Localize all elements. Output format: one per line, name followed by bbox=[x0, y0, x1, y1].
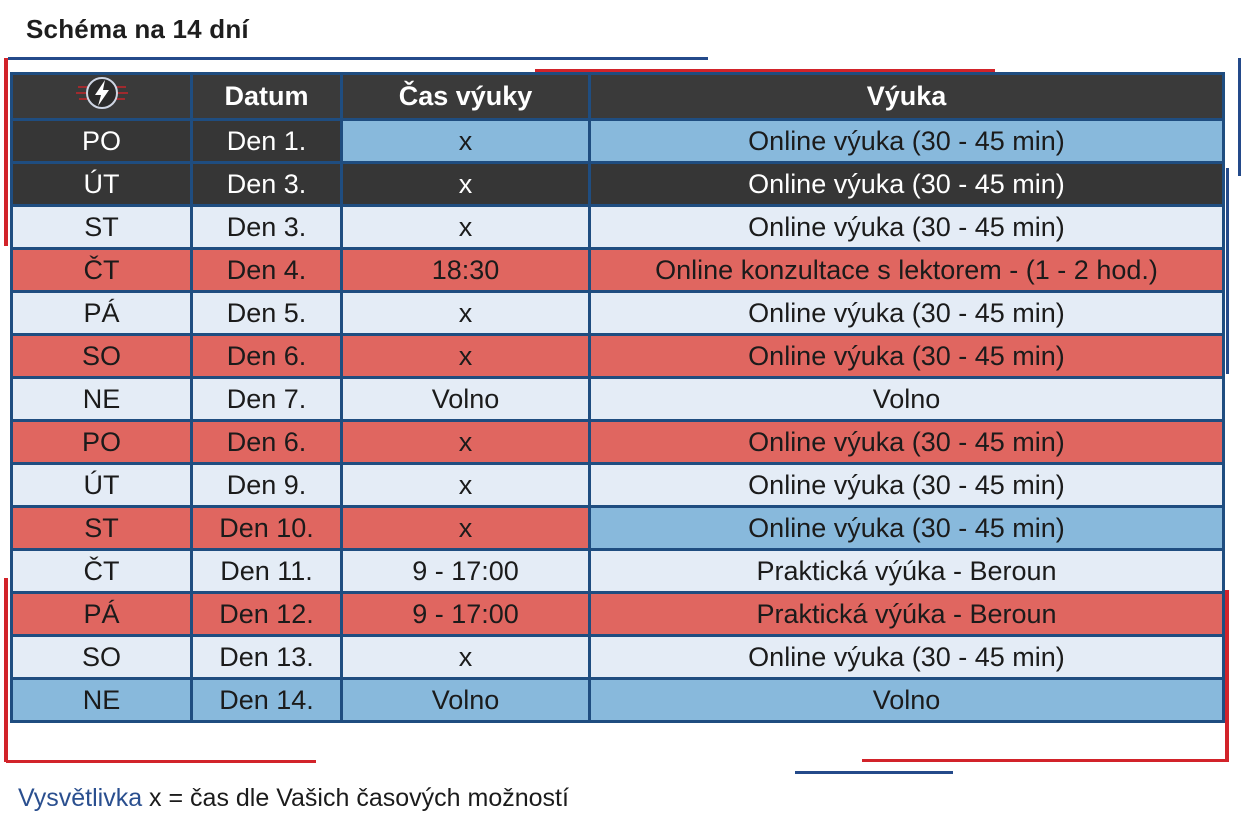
time-cell: 9 - 17:00 bbox=[342, 593, 590, 636]
table-row bbox=[12, 120, 1224, 163]
time-cell: x bbox=[342, 464, 590, 507]
table-row bbox=[12, 335, 1224, 378]
time-cell: x bbox=[342, 335, 590, 378]
lesson-cell: Praktická výúka - Beroun bbox=[590, 550, 1224, 593]
time-cell: x bbox=[342, 206, 590, 249]
lesson-cell: Online výuka (30 - 45 min) bbox=[590, 507, 1224, 550]
day-cell: ÚT bbox=[12, 163, 192, 206]
time-cell: Volno bbox=[342, 378, 590, 421]
date-cell: Den 1. bbox=[192, 120, 342, 163]
accent-line-bottom-left bbox=[6, 760, 316, 763]
time-cell: x bbox=[342, 636, 590, 679]
date-cell: Den 7. bbox=[192, 378, 342, 421]
date-cell: Den 14. bbox=[192, 679, 342, 722]
date-cell: Den 5. bbox=[192, 292, 342, 335]
legend-text: x = čas dle Vašich časových možností bbox=[142, 784, 569, 812]
time-cell: x bbox=[342, 120, 590, 163]
lesson-cell: Online výuka (30 - 45 min) bbox=[590, 163, 1224, 206]
table-header-row bbox=[12, 74, 1224, 120]
day-cell: PÁ bbox=[12, 292, 192, 335]
table-row bbox=[12, 378, 1224, 421]
day-cell: PO bbox=[12, 421, 192, 464]
table-row bbox=[12, 421, 1224, 464]
day-cell: PÁ bbox=[12, 593, 192, 636]
lightning-logo-icon bbox=[76, 75, 128, 118]
time-cell: Volno bbox=[342, 679, 590, 722]
lesson-cell: Online výuka (30 - 45 min) bbox=[590, 120, 1224, 163]
day-cell: ČT bbox=[12, 249, 192, 292]
date-cell: Den 12. bbox=[192, 593, 342, 636]
table-row bbox=[12, 206, 1224, 249]
date-cell: Den 3. bbox=[192, 206, 342, 249]
day-cell: SO bbox=[12, 335, 192, 378]
day-cell: NE bbox=[12, 679, 192, 722]
logo-header-cell bbox=[12, 74, 192, 120]
day-cell: ST bbox=[12, 206, 192, 249]
date-cell: Den 4. bbox=[192, 249, 342, 292]
day-cell: ST bbox=[12, 507, 192, 550]
page-title: Schéma na 14 dní bbox=[26, 14, 249, 44]
lesson-cell: Praktická výúka - Beroun bbox=[590, 593, 1224, 636]
day-cell: SO bbox=[12, 636, 192, 679]
lesson-cell: Volno bbox=[590, 679, 1224, 722]
table-row bbox=[12, 507, 1224, 550]
header-vyuka: Výuka bbox=[590, 74, 1224, 120]
lesson-cell: Online výuka (30 - 45 min) bbox=[590, 636, 1224, 679]
date-cell: Den 6. bbox=[192, 335, 342, 378]
accent-line-left-red bbox=[4, 58, 8, 246]
date-cell: Den 3. bbox=[192, 163, 342, 206]
accent-line-top-blue bbox=[8, 57, 708, 60]
accent-line-bottom-red bbox=[862, 759, 1228, 762]
accent-line-bottom-blue bbox=[795, 771, 953, 774]
table-row bbox=[12, 636, 1224, 679]
accent-line-right-blue bbox=[1238, 58, 1241, 176]
date-cell: Den 6. bbox=[192, 421, 342, 464]
header-datum: Datum bbox=[192, 74, 342, 120]
table-row bbox=[12, 249, 1224, 292]
table-row bbox=[12, 593, 1224, 636]
accent-line-right-blue-2 bbox=[1226, 168, 1229, 374]
schedule-table bbox=[10, 72, 1225, 723]
accent-line-right-red-bottom bbox=[1225, 590, 1229, 762]
accent-line-left-red-bottom bbox=[4, 578, 8, 762]
lesson-cell: Online výuka (30 - 45 min) bbox=[590, 335, 1224, 378]
legend-note bbox=[18, 784, 569, 813]
time-cell: x bbox=[342, 292, 590, 335]
table-row bbox=[12, 679, 1224, 722]
time-cell: 9 - 17:00 bbox=[342, 550, 590, 593]
lesson-cell: Online výuka (30 - 45 min) bbox=[590, 206, 1224, 249]
table-row bbox=[12, 550, 1224, 593]
table-row bbox=[12, 163, 1224, 206]
time-cell: x bbox=[342, 163, 590, 206]
time-cell: x bbox=[342, 421, 590, 464]
time-cell: x bbox=[342, 507, 590, 550]
day-cell: ÚT bbox=[12, 464, 192, 507]
time-cell: 18:30 bbox=[342, 249, 590, 292]
header-cas-vyuky: Čas výuky bbox=[342, 74, 590, 120]
lesson-cell: Online konzultace s lektorem - (1 - 2 hod.) bbox=[590, 249, 1224, 292]
day-cell: ČT bbox=[12, 550, 192, 593]
lesson-cell: Online výuka (30 - 45 min) bbox=[590, 421, 1224, 464]
date-cell: Den 10. bbox=[192, 507, 342, 550]
lesson-cell: Online výuka (30 - 45 min) bbox=[590, 464, 1224, 507]
date-cell: Den 9. bbox=[192, 464, 342, 507]
legend-label: Vysvětlivka bbox=[18, 784, 143, 812]
date-cell: Den 11. bbox=[192, 550, 342, 593]
day-cell: PO bbox=[12, 120, 192, 163]
day-cell: NE bbox=[12, 378, 192, 421]
table-row bbox=[12, 464, 1224, 507]
date-cell: Den 13. bbox=[192, 636, 342, 679]
table-row bbox=[12, 292, 1224, 335]
lesson-cell: Volno bbox=[590, 378, 1224, 421]
lesson-cell: Online výuka (30 - 45 min) bbox=[590, 292, 1224, 335]
